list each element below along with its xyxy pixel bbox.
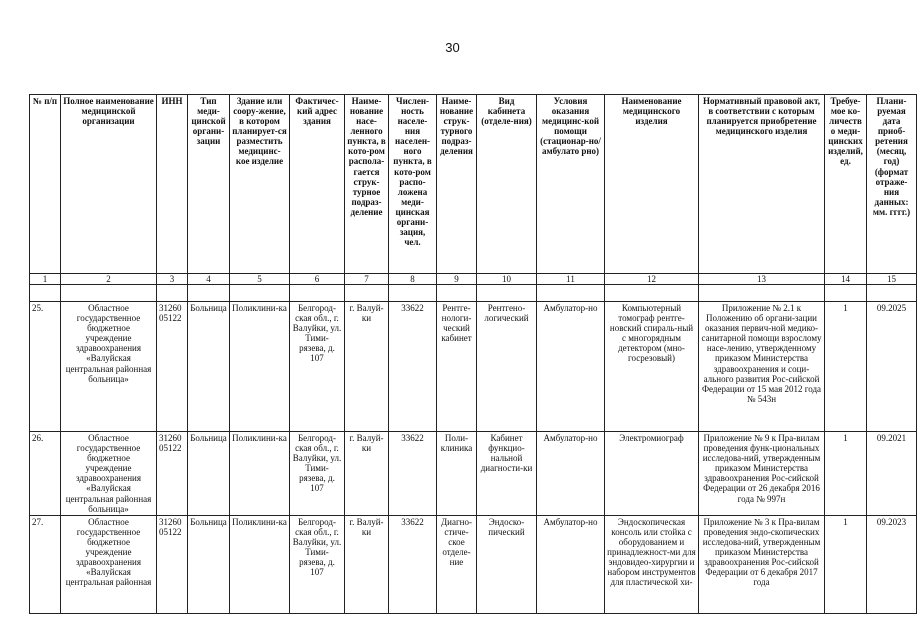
subdivision: Диагно-стиче-ское отделе-ние xyxy=(437,515,477,613)
legal-act: Приложение № 3 к Пра-вилам проведения эндо-скопических исследова-ний, утвержденным приказом Министерства здравоохранения Рос-сийской Федерации от 6 декабря 2017 года xyxy=(699,515,825,613)
cabinet-type: Рентгено-логический xyxy=(477,302,537,432)
header-cell: ИНН xyxy=(157,95,188,274)
column-number: 11 xyxy=(537,274,605,285)
column-number: 5 xyxy=(230,274,290,285)
organization-type: Больница xyxy=(188,432,230,516)
row-number: 26. xyxy=(30,432,61,516)
column-number: 12 xyxy=(605,274,699,285)
locality: г. Валуй-ки xyxy=(345,432,389,516)
row-number: 25. xyxy=(30,302,61,432)
column-number-row xyxy=(30,274,917,285)
cabinet-type: Эндоско-пический xyxy=(477,515,537,613)
care-conditions: Амбулатор-но xyxy=(537,302,605,432)
header-cell: Нормативный правовой акт, в соответствии с которым планируется приобретение медицинского изделия xyxy=(699,95,825,274)
header-cell: Вид кабинета (отделе-ния) xyxy=(477,95,537,274)
cabinet-type: Кабинет функцио-нальной диагности-ки xyxy=(477,432,537,516)
inn: 31260 05122 xyxy=(157,515,188,613)
subdivision: Поли-клиника xyxy=(437,432,477,516)
inn: 31260 05122 xyxy=(157,432,188,516)
building: Поликлини-ка xyxy=(230,302,290,432)
column-number: 4 xyxy=(188,274,230,285)
medical-equipment-table xyxy=(29,94,917,614)
header-cell: Плани-руемая дата приоб-ретения (месяц, год) (формат отраже-ния данных: мм. гггг.) xyxy=(867,95,917,274)
legal-act: Приложение № 2.1 к Положению об органи-зации оказания первич-ной медико-санитарной помощи взрослому насе-лению, утвержденному приказом Министерства здравоохранения и соци-ального развития Рос-сийской Федерации от 15 мая 2012 года № 543н xyxy=(699,302,825,432)
subdivision: Рентге-нологи-ческий кабинет xyxy=(437,302,477,432)
column-number: 7 xyxy=(345,274,389,285)
purchase-date: 09.2025 xyxy=(867,302,917,432)
spacer-row xyxy=(30,285,917,302)
organization-name: Областное государственное бюджетное учреждение здравоохранения «Валуйская центральная районная больница» xyxy=(61,302,157,432)
locality: г. Валуй-ки xyxy=(345,515,389,613)
device-name: Электромиограф xyxy=(605,432,699,516)
header-cell: Условия оказания медицинс-кой помощи (стационар-но/амбулато рно) xyxy=(537,95,605,274)
address: Белгород-ская обл., г. Валуйки, ул. Тими-рязева, д. 107 xyxy=(290,515,345,613)
header-cell: Наименование медицинского изделия xyxy=(605,95,699,274)
column-number: 1 xyxy=(30,274,61,285)
column-number: 3 xyxy=(157,274,188,285)
column-number: 8 xyxy=(389,274,437,285)
population: 33622 xyxy=(389,302,437,432)
building: Поликлини-ка xyxy=(230,515,290,613)
care-conditions: Амбулатор-но xyxy=(537,515,605,613)
population: 33622 xyxy=(389,515,437,613)
organization-name: Областное государственное бюджетное учреждение здравоохранения «Валуйская центральная районная xyxy=(61,515,157,613)
purchase-date: 09.2023 xyxy=(867,515,917,613)
header-cell: № п/п xyxy=(30,95,61,274)
table-row xyxy=(30,302,917,432)
care-conditions: Амбулатор-но xyxy=(537,432,605,516)
column-number: 13 xyxy=(699,274,825,285)
header-cell: Числен-ность населе-ния населен-ного пункта, в кото-ром распо-ложена меди-цинская органи-зация, чел. xyxy=(389,95,437,274)
header-cell: Здание или соору-жение, в котором планирует-ся разместить медицинс-кое изделие xyxy=(230,95,290,274)
organization-type: Больница xyxy=(188,302,230,432)
header-cell: Наиме-нование насе-ленного пункта, в кото-ром распола-гается струк-турное подраз-деление xyxy=(345,95,389,274)
column-number: 9 xyxy=(437,274,477,285)
quantity: 1 xyxy=(825,302,867,432)
population: 33622 xyxy=(389,432,437,516)
header-cell: Требуе-мое ко-личество меди-цинских изделий, ед. xyxy=(825,95,867,274)
header-cell: Полное наименование медицинской организации xyxy=(61,95,157,274)
header-cell: Фактичес-кий адрес здания xyxy=(290,95,345,274)
organization-type: Больница xyxy=(188,515,230,613)
page-number: 30 xyxy=(445,40,460,55)
quantity: 1 xyxy=(825,432,867,516)
address: Белгород-ская обл., г. Валуйки, ул. Тими-рязева, д. 107 xyxy=(290,432,345,516)
table-row xyxy=(30,432,917,516)
header-cell: Наиме-нование струк-турного подраз-деления xyxy=(437,95,477,274)
quantity: 1 xyxy=(825,515,867,613)
legal-act: Приложение № 9 к Пра-вилам проведения функ-циональных исследова-ний, утвержденным приказом Министерства здравоохранения Рос-сийской Федерации от 26 декабря 2016 года № 997н xyxy=(699,432,825,516)
device-name: Эндоскопическая консоль или стойка с оборудованием и принадлежност-ми для эндовидео-хирургии и набором инструментов для пластической хи- xyxy=(605,515,699,613)
inn: 31260 05122 xyxy=(157,302,188,432)
organization-name: Областное государственное бюджетное учреждение здравоохранения «Валуйская центральная районная больница» xyxy=(61,432,157,516)
column-number: 6 xyxy=(290,274,345,285)
row-number: 27. xyxy=(30,515,61,613)
column-number: 10 xyxy=(477,274,537,285)
column-number: 2 xyxy=(61,274,157,285)
building: Поликлини-ка xyxy=(230,432,290,516)
locality: г. Валуй-ки xyxy=(345,302,389,432)
purchase-date: 09.2021 xyxy=(867,432,917,516)
table-row xyxy=(30,515,917,613)
header-row xyxy=(30,95,917,274)
device-name: Компьютерный томограф рентге-новский спираль-ный с многорядным детектором (мно-госрезовый) xyxy=(605,302,699,432)
column-number: 14 xyxy=(825,274,867,285)
column-number: 15 xyxy=(867,274,917,285)
header-cell: Тип меди-цинской органи-зации xyxy=(188,95,230,274)
address: Белгород-ская обл., г. Валуйки, ул. Тими-рязева, д. 107 xyxy=(290,302,345,432)
